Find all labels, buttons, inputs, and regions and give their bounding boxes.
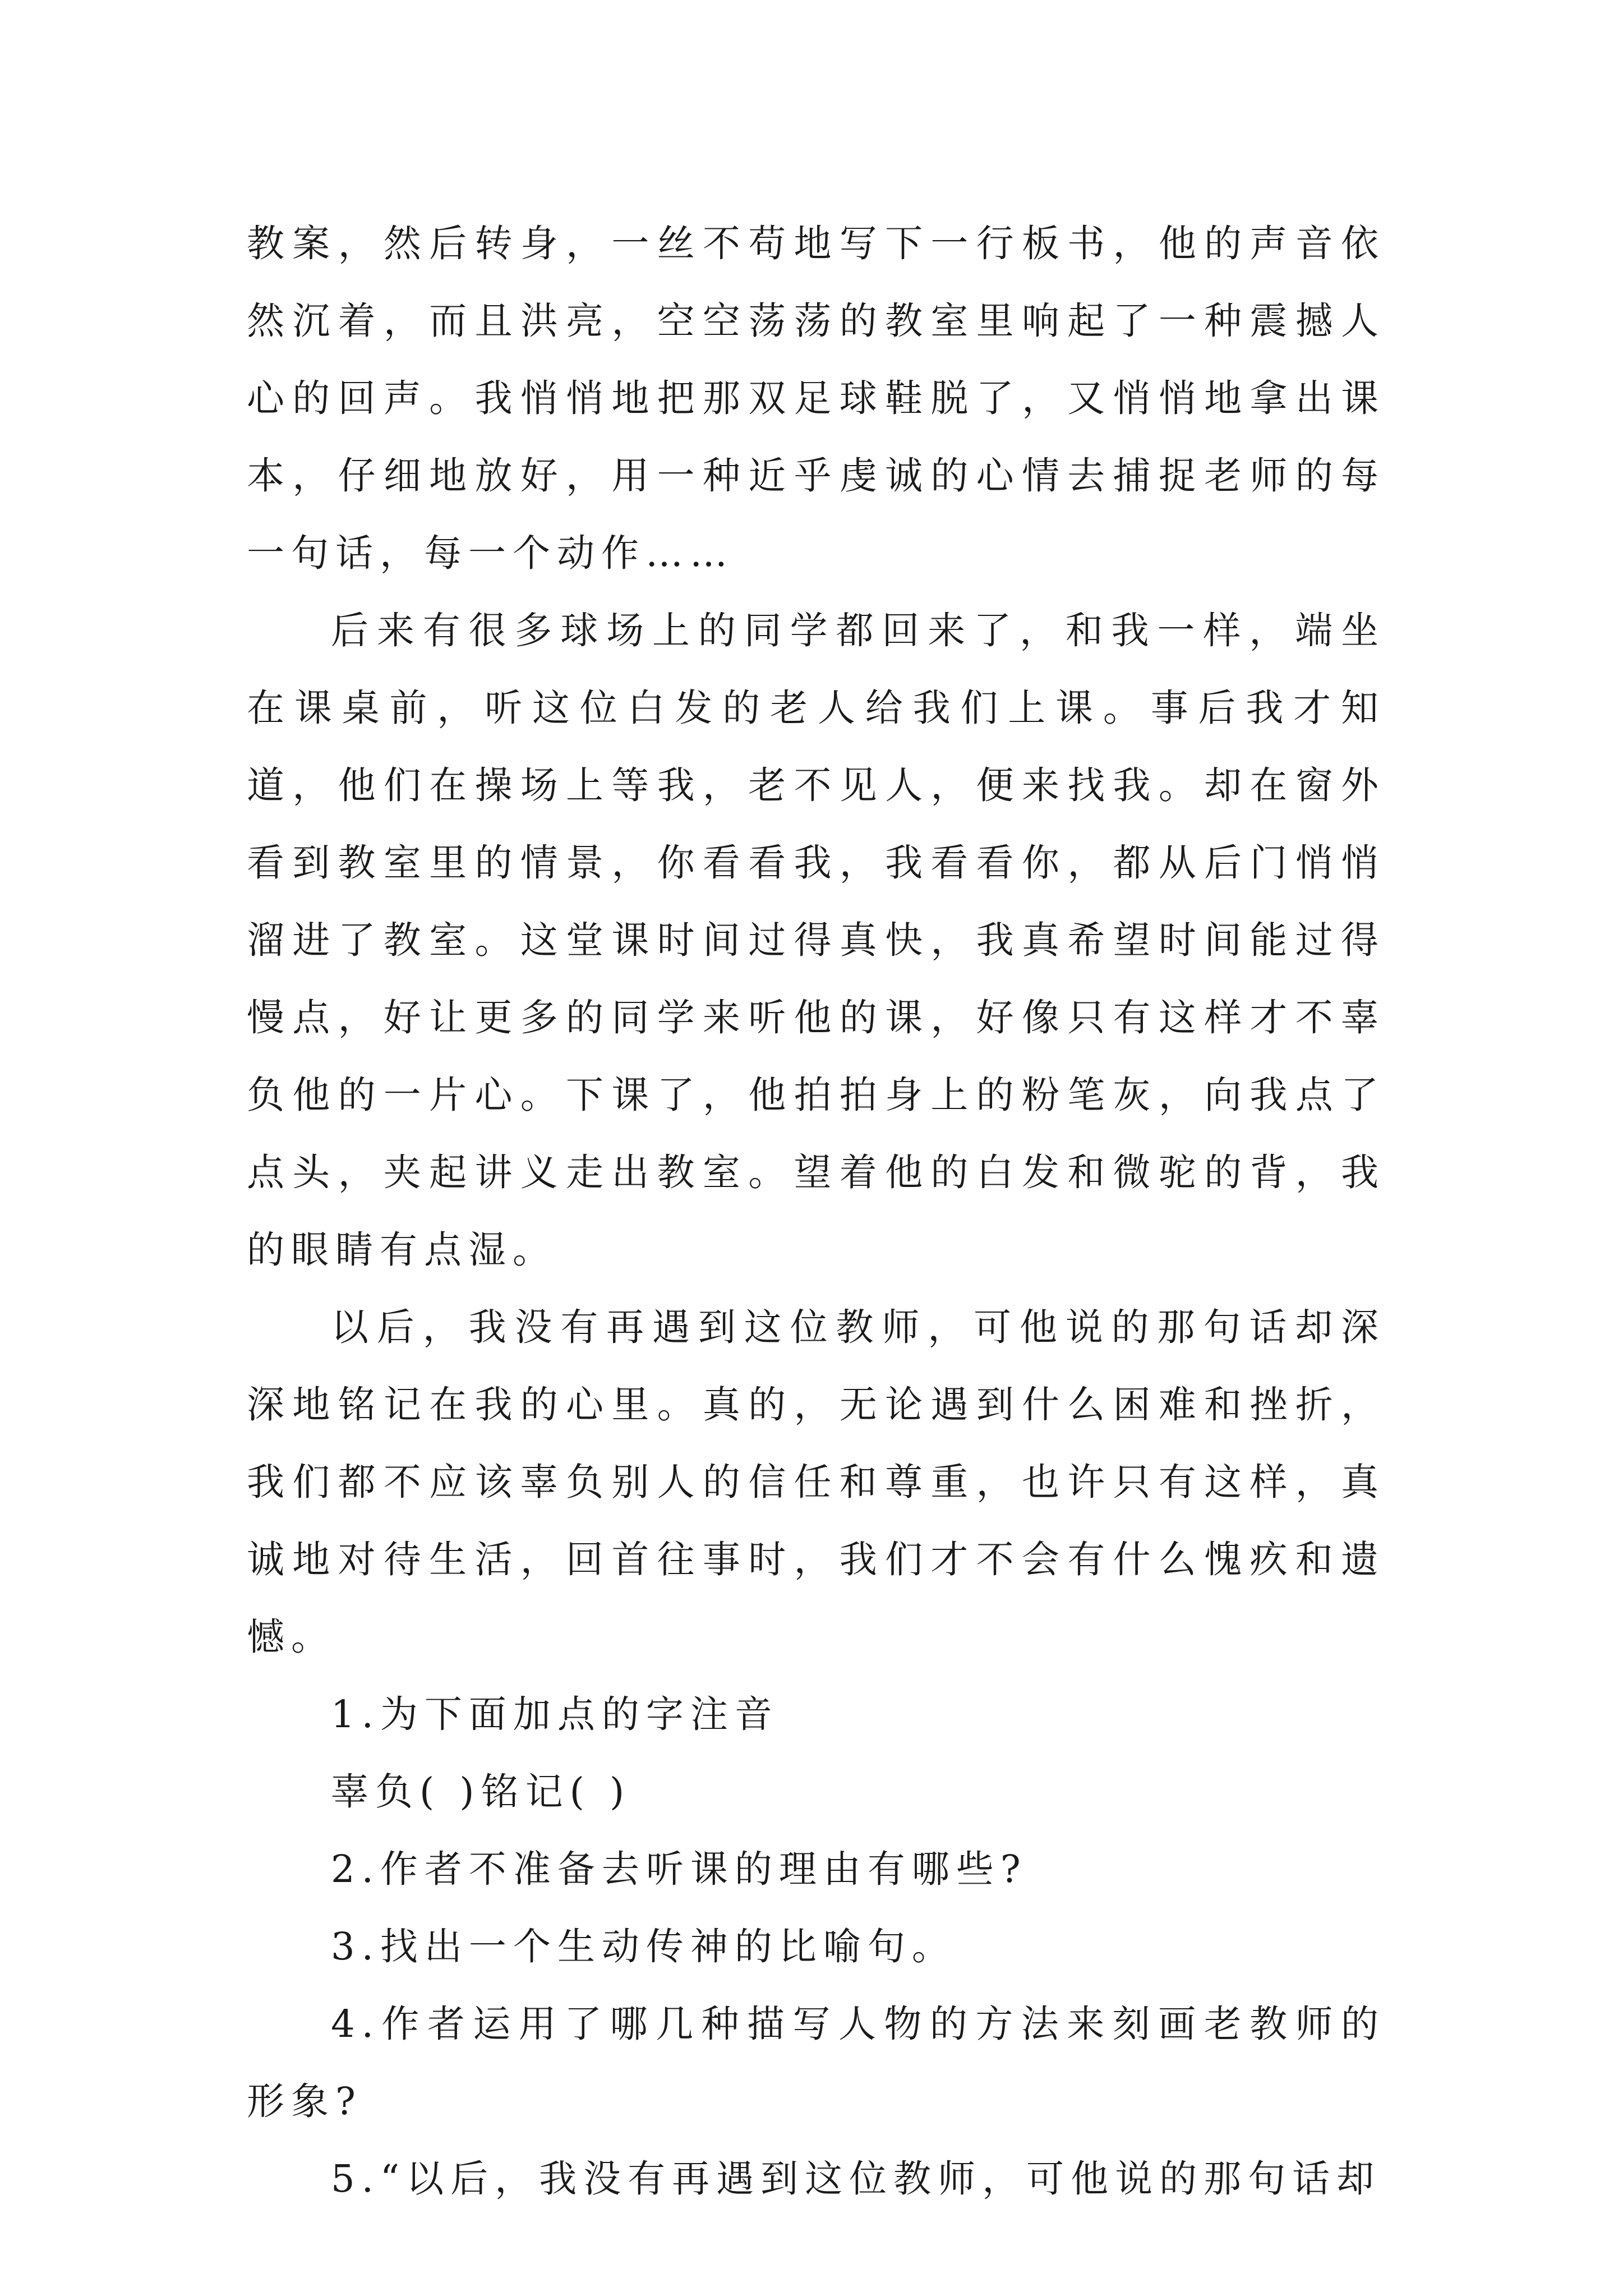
paragraph-continuation: 教案，然后转身，一丝不苟地写下一行板书，他的声音依然沉着，而且洪亮，空空荡荡的教室里响起了一种震撼人心的回声。我悄悄地把那双足球鞋脱了，又悄悄地拿出课本，仔细地放好，用一种近乎虔诚的心情去捕捉老师的每一句话，每一个动作…… bbox=[247, 222, 1385, 575]
paragraph: 后来有很多球场上的同学都回来了，和我一样，端坐在课桌前，听这位白发的老人给我们上课。事后我才知道，他们在操场上等我，老不见人，便来找我。却在窗外看到教室里的情景，你看看我，我看看你，都从后门悄悄溜进了教室。这堂课时间过得真快，我真希望时间能过得慢点，好让更多的同学来听他的课，好像只有这样才不辜负他的一片心。下课了，他拍拍身上的粉笔灰，向我点了点头，夹起讲义走出教室。望着他的白发和微驼的背，我的眼睛有点湿。 bbox=[247, 609, 1385, 1272]
question-1: 1.为下面加点的字注音 bbox=[331, 1692, 779, 1736]
paragraph: 以后，我没有再遇到这位教师，可他说的那句话却深深地铭记在我的心里。真的，无论遇到什么困难和挫折，我们都不应该辜负别人的信任和尊重，也许只有这样，真诚地对待生活，回首往事时，我们才不会有什么愧疚和遗憾。 bbox=[247, 1305, 1385, 1659]
question-5: 5.“以后，我没有再遇到这位教师，可他说的那句话却 bbox=[331, 2157, 1381, 2201]
document-body bbox=[247, 205, 1385, 2217]
question-3: 3.找出一个生动传神的比喻句。 bbox=[331, 1925, 956, 1968]
question-4: 4.作者运用了哪几种描写人物的方法来刻画老教师的形象? bbox=[247, 2002, 1385, 2123]
question-1-items: 辜负( )铭记( ) bbox=[331, 1770, 631, 1814]
question-2: 2.作者不准备去听课的理由有哪些? bbox=[331, 1847, 1027, 1891]
